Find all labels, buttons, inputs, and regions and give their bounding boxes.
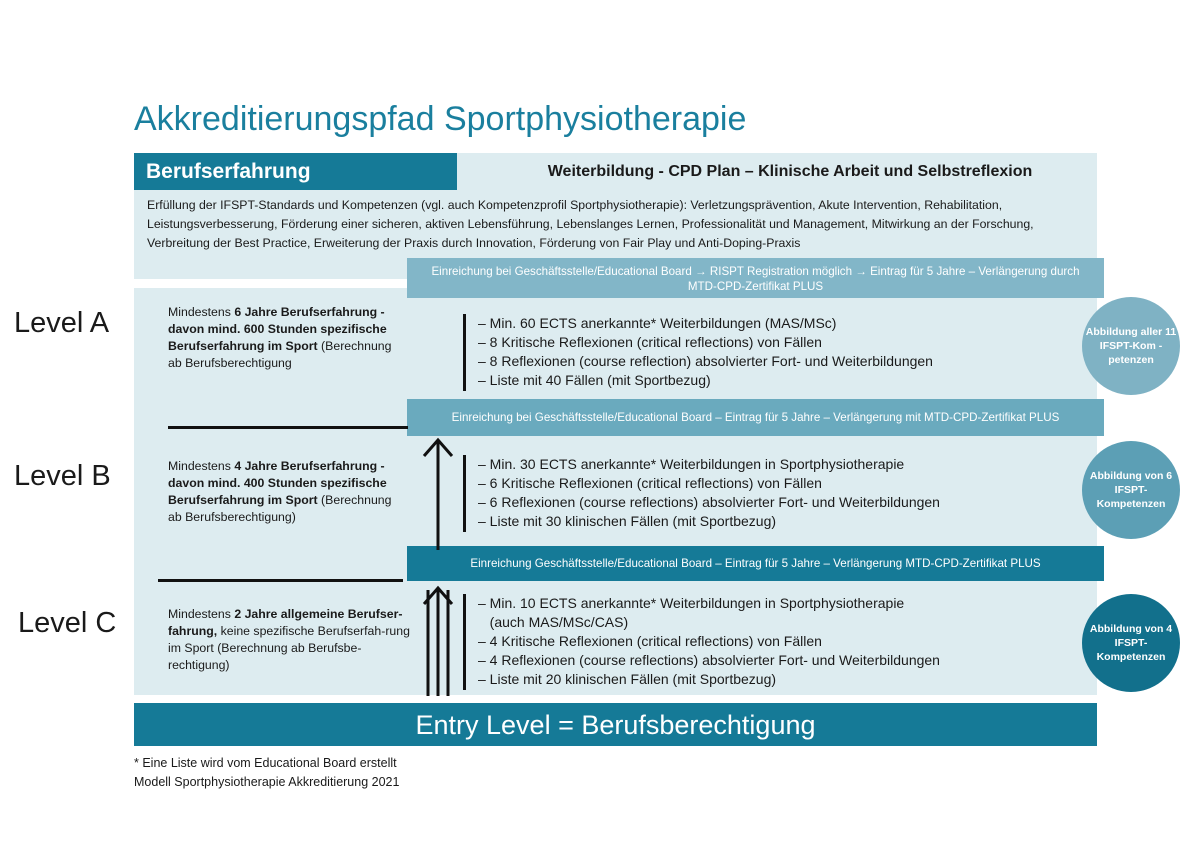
exp-post: keine spezifische Berufserfah-rung im Sport (Berechnung ab Berufsbe-rechtigung) (168, 624, 410, 672)
intro-text: Erfüllung der IFSPT-Standards und Kompetenzen (vgl. auch Kompetenzprofil Sportphysiotherapie): Verletzungsprävention, Akute Intervention, Rehabilitation, Leistungsverbesserung, Förderung einer sicheren, aktiven Lebensführung, Lebenslanges Lernen, Professionalität und Management, Mitwirkung an der Forschung, Verbreitung der Best Practice, Erweiterung der Praxis durch Innovation, Förderung von Fair Play und Anti-Doping-Praxis (147, 198, 1034, 250)
entry-level-bar: Entry Level = Berufsberechtigung (134, 703, 1097, 746)
requirement-item: – 6 Reflexionen (course reflections) absolvierter Fort- und Weiterbildungen (478, 494, 940, 510)
arrow-up-icon (424, 588, 452, 696)
experience-level-b (168, 458, 408, 526)
requirement-item: – Liste mit 40 Fällen (mit Sportbezug) (478, 372, 711, 388)
requirement-item: – 4 Kritische Reflexionen (critical reflections) von Fällen (478, 633, 822, 649)
requirements-level-b (463, 455, 940, 532)
submission-bar-level-c: Einreichung Geschäftsstelle/Educational Board – Eintrag für 5 Jahre – Verlängerung MTD-CPD-Zertifikat PLUS (407, 546, 1104, 581)
requirement-item: – Liste mit 30 klinischen Fällen (mit Sportbezug) (478, 513, 777, 529)
experience-level-a (168, 304, 408, 372)
experience-level-c (168, 606, 418, 674)
exp-post: (Berechnung ab Berufsberechtigung) (168, 493, 392, 524)
requirements-level-a (463, 314, 933, 391)
level-c-arrow (410, 580, 460, 700)
exp-bold: 6 Jahre Berufserfahrung - davon mind. 600 Stunden spezifische Berufserfahrung im Sport (168, 305, 387, 353)
level-b-label: Level B (14, 460, 111, 492)
level-a-label: Level A (14, 307, 110, 339)
requirement-item: – 8 Reflexionen (course reflection) absolvierter Fort- und Weiterbildungen (478, 353, 933, 369)
competency-circle-level-b: Abbildung von 6 IFSPT- Kompetenzen (1082, 441, 1180, 539)
exp-pre: Mindestens (168, 459, 235, 473)
requirement-item: (auch MAS/MSc/CAS) (478, 614, 629, 630)
submission-bar-level-a: Einreichung bei Geschäftsstelle/Educational Board → RISPT Registration möglich → Eintrag für 5 Jahre – Verlängerung durch MTD-CPD-Zertifikat PLUS (407, 258, 1104, 298)
divider-line-a (168, 426, 408, 429)
page-title: Akkreditierungspfad Sportphysiotherapie (134, 100, 747, 138)
requirement-item: – Min. 30 ECTS anerkannte* Weiterbildungen in Sportphysiotherapie (478, 456, 905, 472)
model-caption: Modell Sportphysiotherapie Akkreditierung 2021 (134, 775, 400, 789)
exp-bold: 2 Jahre allgemeine Berufser-fahrung, (168, 607, 403, 638)
arrow-up-icon (424, 440, 452, 550)
footnote: * Eine Liste wird vom Educational Board erstellt (134, 756, 397, 770)
submission-bar-level-b: Einreichung bei Geschäftsstelle/Educational Board – Eintrag für 5 Jahre – Verlängerung mit MTD-CPD-Zertifikat PLUS (407, 399, 1104, 436)
exp-bold: 4 Jahre Berufserfahrung - davon mind. 400 Stunden spezifische Berufserfahrung im Sport (168, 459, 387, 507)
berufserfahrung-header: Berufserfahrung (134, 153, 457, 190)
requirement-item: – 4 Reflexionen (course reflections) absolvierter Fort- und Weiterbildungen (478, 652, 940, 668)
exp-pre: Mindestens (168, 607, 235, 621)
cpd-header: Weiterbildung - CPD Plan – Klinische Arbeit und Selbstreflexion (547, 163, 1033, 180)
level-c-label: Level C (18, 607, 117, 639)
exp-pre: Mindestens (168, 305, 235, 319)
requirement-item: – Min. 10 ECTS anerkannte* Weiterbildungen in Sportphysiotherapie (478, 595, 905, 611)
requirement-item: – 6 Kritische Reflexionen (critical reflections) von Fällen (478, 475, 822, 491)
requirement-item: – Liste mit 20 klinischen Fällen (mit Sportbezug) (478, 671, 777, 687)
requirement-item: – Min. 60 ECTS anerkannte* Weiterbildungen (MAS/MSc) (478, 315, 837, 331)
competency-circle-level-a: Abbildung aller 11 IFSPT-Kom - petenzen (1082, 297, 1180, 395)
competency-circle-level-c: Abbildung von 4 IFSPT- Kompetenzen (1082, 594, 1180, 692)
requirement-item: – 8 Kritische Reflexionen (critical reflections) von Fällen (478, 334, 822, 350)
exp-post: (Berechnung ab Berufsberechtigung (168, 339, 392, 370)
divider-line-b (158, 579, 403, 582)
requirements-level-c (463, 594, 940, 690)
